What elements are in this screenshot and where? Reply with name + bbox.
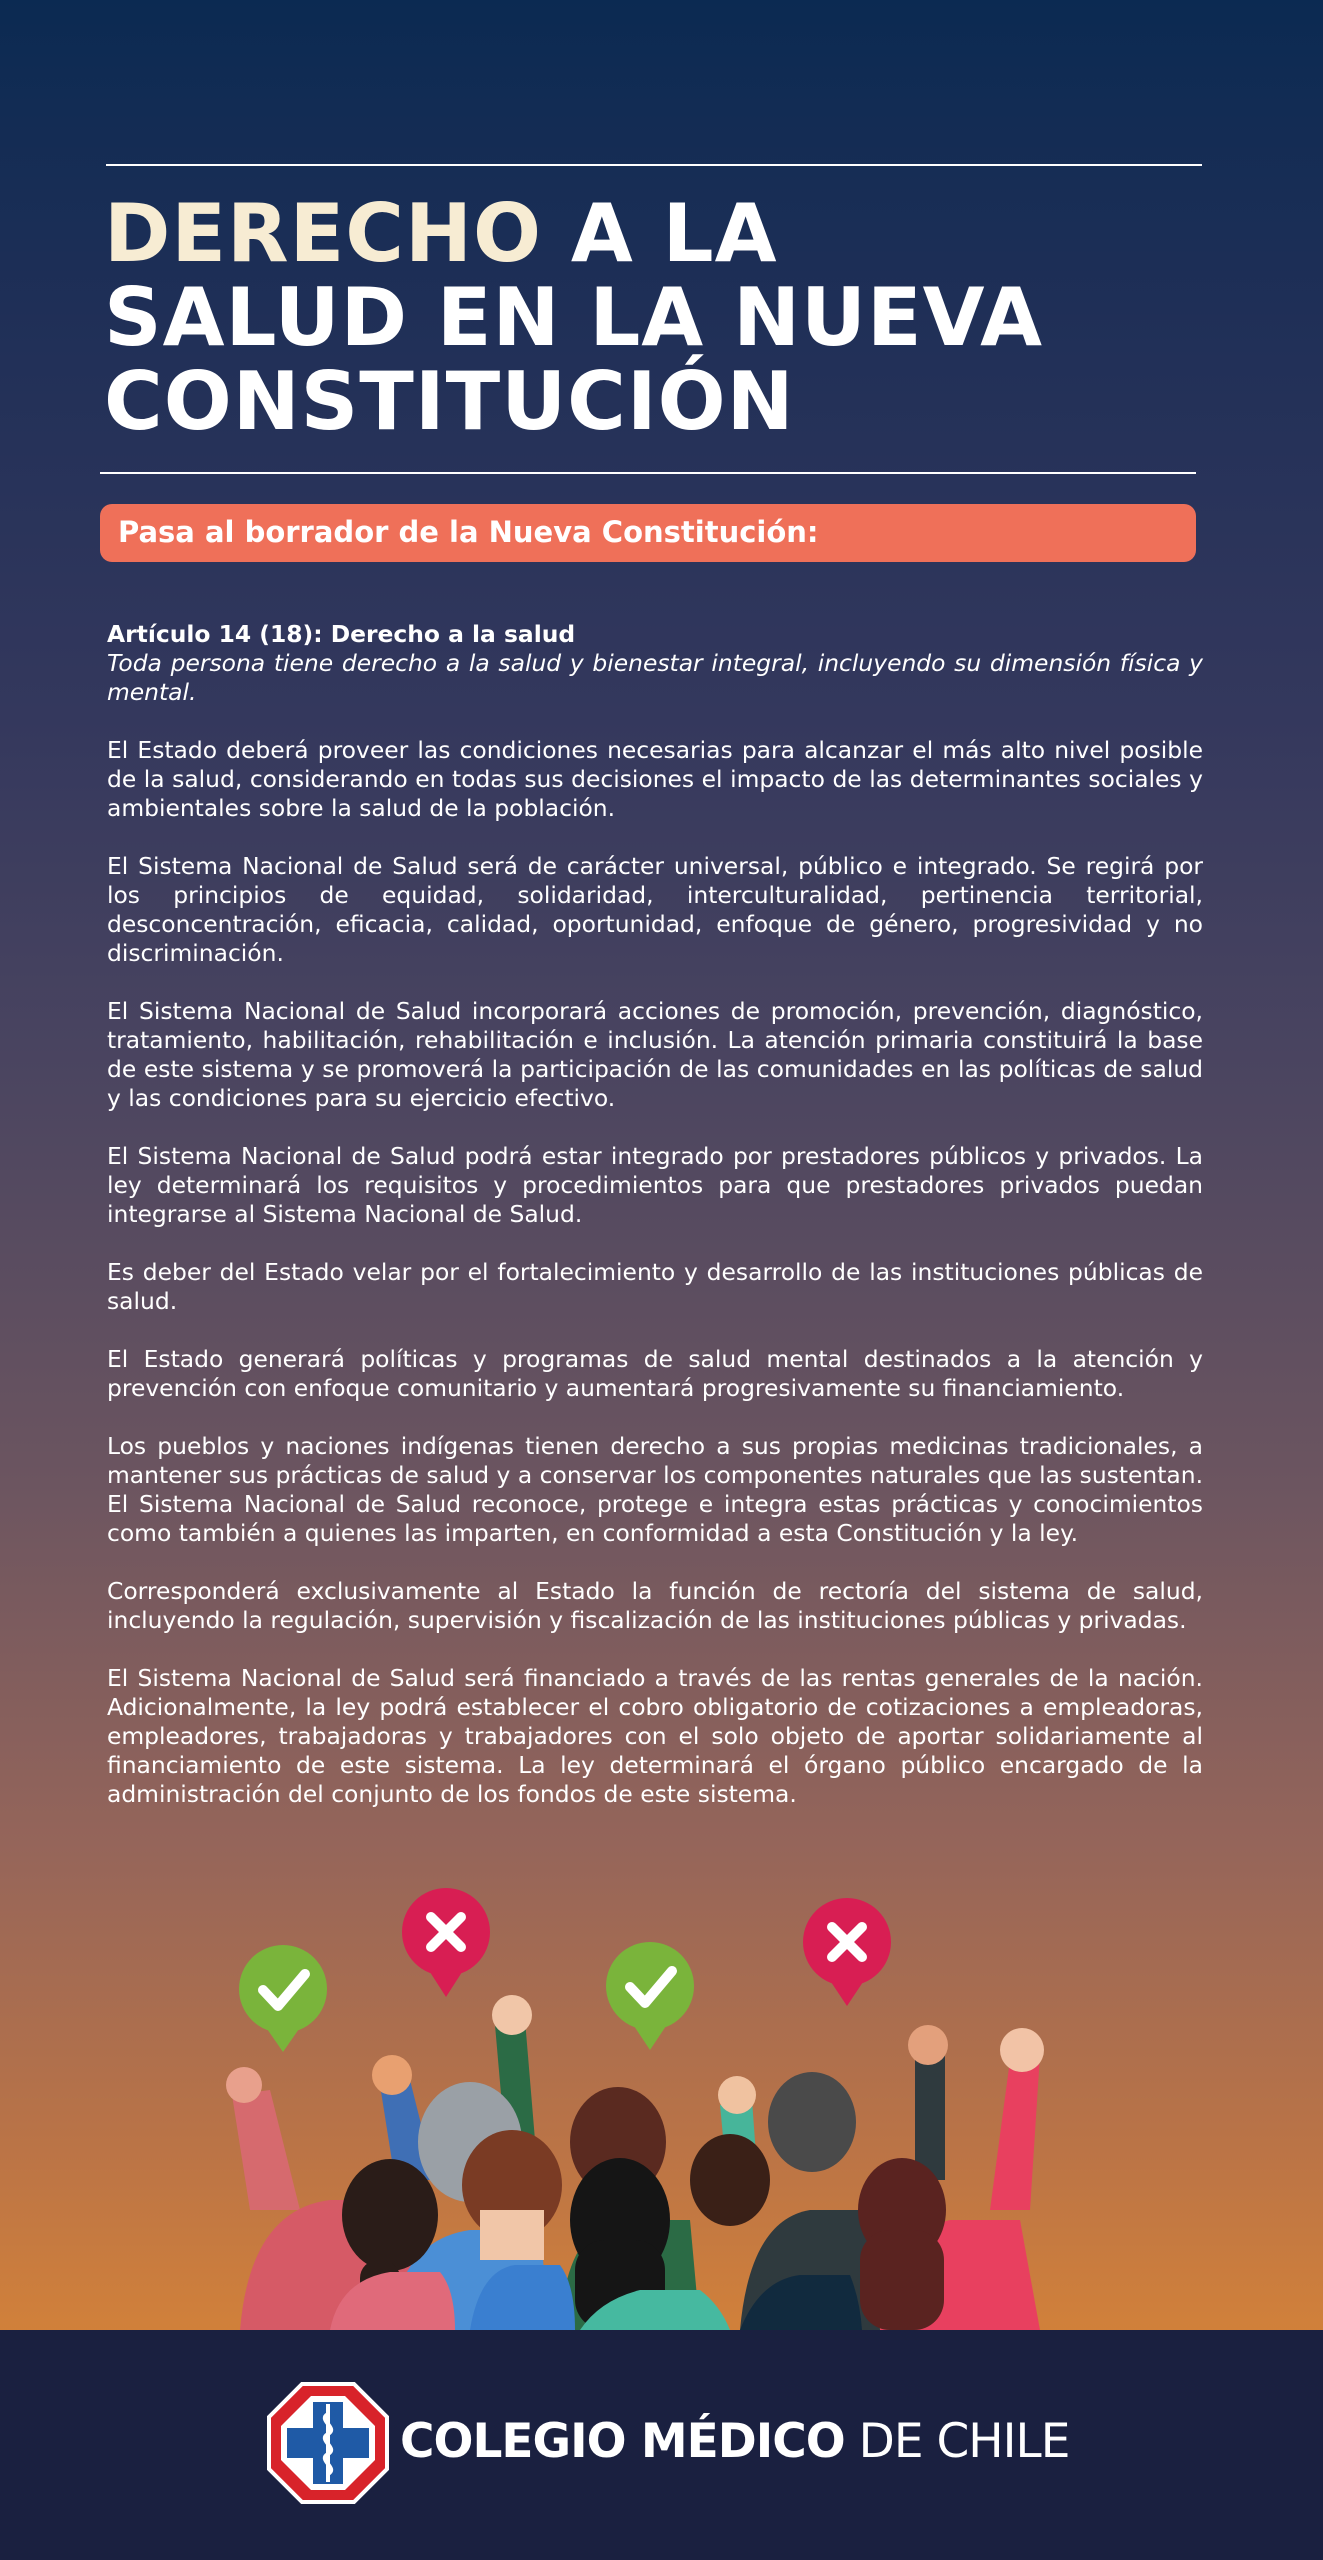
article-lead: Toda persona tiene derecho a la salud y bienestar integral, incluyendo su dimensión física y mental. xyxy=(107,649,1203,706)
check-bubble-icon xyxy=(606,1942,694,2050)
article-paragraph: El Sistema Nacional de Salud incorporará acciones de promoción, prevención, diagnóstico, tratamiento, habilitación, rehabilitación e inclusión. La atención primaria constituirá la base de este sistema y se promoverá la participación de las comunidades en las políticas de salud y las condiciones para su ejercicio efectivo. xyxy=(107,997,1203,1112)
article-paragraph: El Estado deberá proveer las condiciones necesarias para alcanzar el más alto nivel posible de la salud, considerando en todas sus decisiones el impacto de las determinantes sociales y ambientales sobre la salud de la población. xyxy=(107,736,1203,822)
article-paragraph: Los pueblos y naciones indígenas tienen derecho a sus propias medicinas tradicionales, a mantener sus prácticas de salud y a conservar los componentes naturales que las sustentan. El Sistema Nacional de Salud reconoce, protege e integra estas prácticas y conocimientos como también a quienes las imparten, en conformidad a esta Constitución y la ley. xyxy=(107,1432,1203,1547)
article-paragraph: El Sistema Nacional de Salud podrá estar integrado por prestadores públicos y privados. La ley determinará los requisitos y procedimientos para que prestadores privados puedan integrarse al Sistema Nacional de Salud. xyxy=(107,1142,1203,1228)
voting-crowd-illustration xyxy=(0,1880,1323,2330)
page-title xyxy=(104,187,1224,448)
title-line-3: CONSTITUCIÓN xyxy=(104,355,795,448)
article-paragraph: El Sistema Nacional de Salud será financiado a través de las rentas generales de la nación. Adicionalmente, la ley podrá establecer el cobro obligatorio de cotizaciones a empleadoras, empleadores, trabajadoras y trabajadores con el solo objeto de aportar solidariamente al financiamiento de este sistema. La ley determinará el órgano público encargado de la administración del conjunto de los fondos de este sistema. xyxy=(107,1664,1203,1808)
article-paragraph: El Estado generará políticas y programas de salud mental destinados a la atención y prevención con enfoque comunitario y aumentará progresivamente su financiamiento. xyxy=(107,1345,1203,1402)
article-text xyxy=(107,620,1203,1838)
top-divider xyxy=(106,164,1202,166)
bottom-divider xyxy=(100,472,1196,474)
footer-logo-bold: COLEGIO MÉDICO xyxy=(400,2414,845,2469)
article-heading: Artículo 14 (18): Derecho a la salud xyxy=(107,620,576,648)
footer-logo-light: DE CHILE xyxy=(844,2414,1070,2469)
cross-bubble-icon xyxy=(402,1888,490,1997)
draft-banner xyxy=(100,504,1196,562)
article-paragraph: El Sistema Nacional de Salud será de carácter universal, público e integrado. Se regirá por los principios de equidad, solidaridad, interculturalidad, pertinencia territorial, desconcentración, eficacia, calidad, oportunidad, enfoque de género, progresividad y no discriminación. xyxy=(107,852,1203,967)
draft-banner-label: Pasa al borrador de la Nueva Constitución: xyxy=(118,515,819,549)
check-bubble-icon xyxy=(239,1945,327,2052)
medical-emblem-icon xyxy=(265,2380,391,2506)
title-line-2: SALUD EN LA NUEVA xyxy=(104,271,1044,364)
title-accent-word: DERECHO xyxy=(104,187,542,280)
article-paragraph: Corresponderá exclusivamente al Estado la función de rectoría del sistema de salud, incluyendo la regulación, supervisión y fiscalización de las instituciones públicas y privadas. xyxy=(107,1577,1203,1634)
title-line-1: A LA xyxy=(541,187,778,280)
footer-logo-text xyxy=(400,2414,1069,2470)
cross-bubble-icon xyxy=(803,1898,891,2006)
article-paragraph: Es deber del Estado velar por el fortalecimiento y desarrollo de las instituciones públicas de salud. xyxy=(107,1258,1203,1315)
article-intro xyxy=(107,620,1203,707)
footer xyxy=(0,2330,1323,2560)
